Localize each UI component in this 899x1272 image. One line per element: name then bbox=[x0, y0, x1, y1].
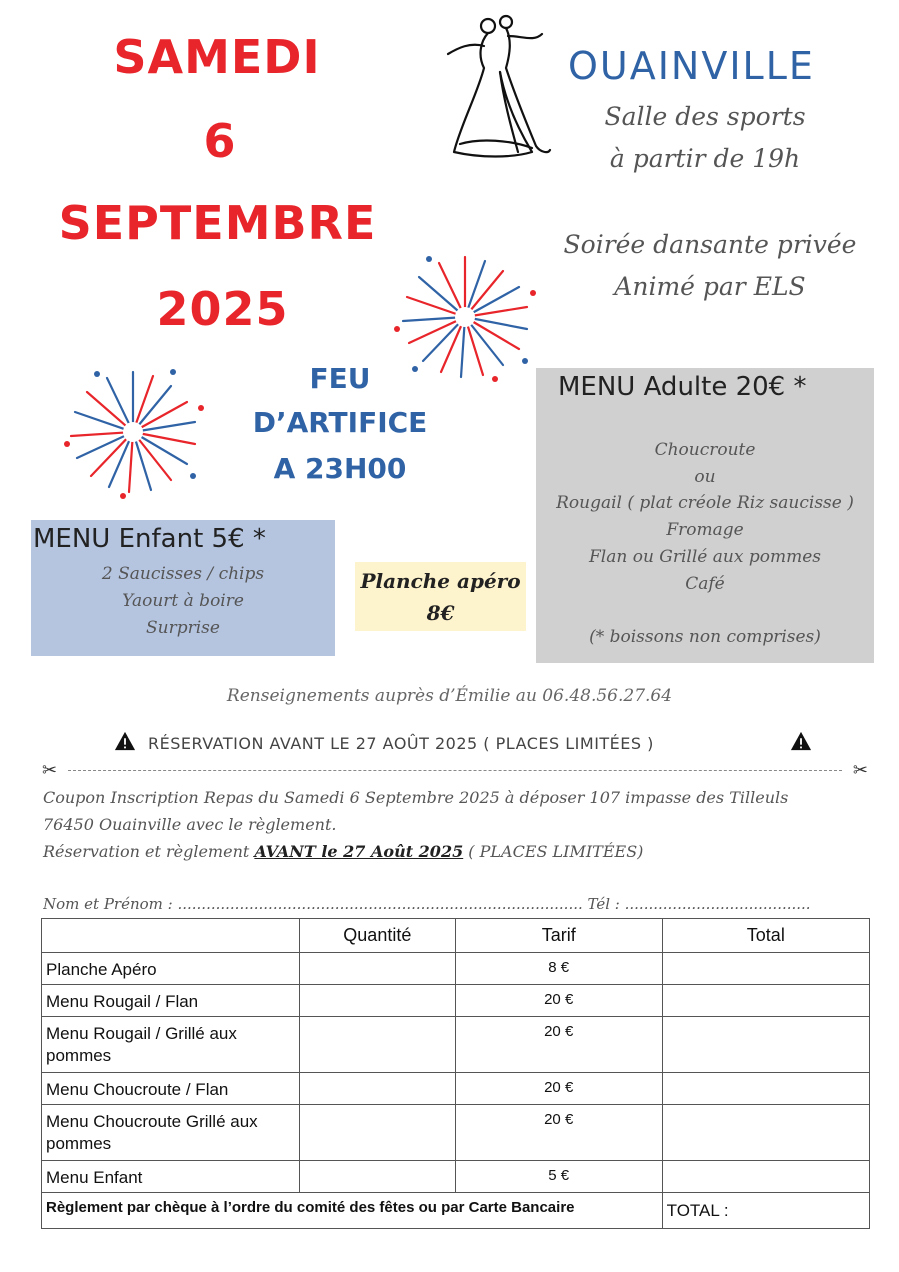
menu-adult-item: ou bbox=[694, 467, 716, 487]
tarif-cell: 20 € bbox=[455, 1073, 662, 1105]
table-row bbox=[42, 1017, 870, 1073]
date-month: SEPTEMBRE bbox=[58, 196, 377, 250]
coupon-line-3-prefix: Réservation et règlement bbox=[43, 842, 255, 861]
date-number: 6 bbox=[203, 114, 237, 168]
row-label: Menu Choucroute / Flan bbox=[42, 1073, 300, 1105]
menu-adult-item: Choucroute bbox=[654, 440, 756, 460]
row-label: Menu Rougail / Grillé aux pommes bbox=[42, 1017, 300, 1073]
table-header-row bbox=[42, 919, 870, 953]
quantity-cell[interactable] bbox=[299, 1105, 455, 1161]
event-host: Animé par ELS bbox=[614, 272, 806, 301]
apero-box bbox=[355, 562, 526, 631]
apero-price: 8€ bbox=[426, 601, 455, 625]
menu-adult-item: Flan ou Grillé aux pommes bbox=[588, 547, 821, 567]
cut-line bbox=[42, 760, 868, 780]
tarif-cell: 8 € bbox=[455, 953, 662, 985]
scissors-icon: ✂ bbox=[42, 760, 58, 781]
quantity-cell[interactable] bbox=[299, 953, 455, 985]
tarif-cell: 20 € bbox=[455, 985, 662, 1017]
fireworks-line-2: D’ARTIFICE bbox=[252, 406, 428, 439]
total-cell[interactable] bbox=[662, 953, 869, 985]
row-label: Menu Enfant bbox=[42, 1161, 300, 1193]
coupon-line-3 bbox=[43, 842, 643, 861]
quantity-cell[interactable] bbox=[299, 1017, 455, 1073]
menu-adult-note: (* boissons non comprises) bbox=[589, 627, 821, 647]
tarif-cell: 5 € bbox=[455, 1161, 662, 1193]
quantity-cell[interactable] bbox=[299, 985, 455, 1017]
menu-adult-title: MENU Adulte 20€ * bbox=[558, 372, 807, 402]
town-name: OUAINVILLE bbox=[568, 44, 815, 88]
coupon-line-1: Coupon Inscription Repas du Samedi 6 Septembre 2025 à déposer 107 impasse des Tilleuls bbox=[43, 788, 789, 807]
table-row bbox=[42, 953, 870, 985]
dancers-illustration bbox=[440, 12, 555, 162]
apero-label: Planche apéro bbox=[360, 569, 521, 593]
table-row bbox=[42, 1105, 870, 1161]
order-table bbox=[41, 918, 870, 1229]
table-row bbox=[42, 1161, 870, 1193]
name-phone-field[interactable]: Nom et Prénom : ..................................................................................... Tél : ....................................... bbox=[43, 895, 811, 913]
table-footer-row bbox=[42, 1193, 870, 1229]
contact-info: Renseignements auprès d’Émilie au 06.48.56.27.64 bbox=[226, 686, 673, 706]
table-header-tarif: Tarif bbox=[455, 919, 662, 953]
fireworks-line-1: FEU bbox=[309, 362, 371, 395]
scissors-icon: ✂ bbox=[852, 760, 868, 781]
warning-text: RÉSERVATION AVANT LE 27 AOÛT 2025 ( PLACES LIMITÉES ) bbox=[148, 734, 654, 753]
total-cell[interactable] bbox=[662, 1017, 869, 1073]
menu-adult-item: Fromage bbox=[666, 520, 744, 540]
firework-icon-left bbox=[58, 364, 208, 500]
row-label: Menu Rougail / Flan bbox=[42, 985, 300, 1017]
tarif-cell: 20 € bbox=[455, 1105, 662, 1161]
menu-child-title: MENU Enfant 5€ * bbox=[33, 524, 266, 554]
menu-child-item: Surprise bbox=[146, 618, 220, 638]
reservation-warning bbox=[0, 730, 899, 756]
coupon-line-3-suffix: ( PLACES LIMITÉES) bbox=[463, 842, 644, 861]
dashed-divider bbox=[68, 770, 842, 771]
quantity-cell[interactable] bbox=[299, 1161, 455, 1193]
venue-place: Salle des sports bbox=[604, 102, 806, 131]
event-type: Soirée dansante privée bbox=[563, 230, 857, 259]
warning-icon bbox=[790, 730, 812, 752]
venue-time: à partir de 19h bbox=[609, 144, 801, 173]
menu-child-item: 2 Saucisses / chips bbox=[101, 564, 265, 584]
table-header-quantity: Quantité bbox=[299, 919, 455, 953]
date-year: 2025 bbox=[156, 282, 289, 336]
total-cell[interactable] bbox=[662, 1105, 869, 1161]
menu-child-box bbox=[31, 520, 335, 656]
table-row bbox=[42, 985, 870, 1017]
menu-adult-box bbox=[536, 368, 874, 663]
warning-icon bbox=[114, 730, 136, 752]
row-label: Planche Apéro bbox=[42, 953, 300, 985]
fireworks-line-3: A 23H00 bbox=[273, 452, 407, 485]
menu-adult-item: Rougail ( plat créole Riz saucisse ) bbox=[556, 493, 854, 513]
date-day: SAMEDI bbox=[113, 30, 321, 84]
table-row bbox=[42, 1073, 870, 1105]
total-cell[interactable] bbox=[662, 1161, 869, 1193]
quantity-cell[interactable] bbox=[299, 1073, 455, 1105]
menu-child-item: Yaourt à boire bbox=[122, 591, 244, 611]
table-header bbox=[42, 919, 300, 953]
total-cell[interactable] bbox=[662, 1073, 869, 1105]
coupon-deadline: AVANT le 27 Août 2025 bbox=[254, 842, 464, 861]
coupon-line-2: 76450 Ouainville avec le règlement. bbox=[43, 815, 337, 834]
grand-total-cell[interactable]: TOTAL : bbox=[662, 1193, 869, 1229]
row-label: Menu Choucroute Grillé aux pommes bbox=[42, 1105, 300, 1161]
tarif-cell: 20 € bbox=[455, 1017, 662, 1073]
total-cell[interactable] bbox=[662, 985, 869, 1017]
table-header-total: Total bbox=[662, 919, 869, 953]
payment-note: Règlement par chèque à l’ordre du comité des fêtes ou par Carte Bancaire bbox=[42, 1193, 663, 1229]
menu-adult-item: Café bbox=[685, 574, 725, 594]
